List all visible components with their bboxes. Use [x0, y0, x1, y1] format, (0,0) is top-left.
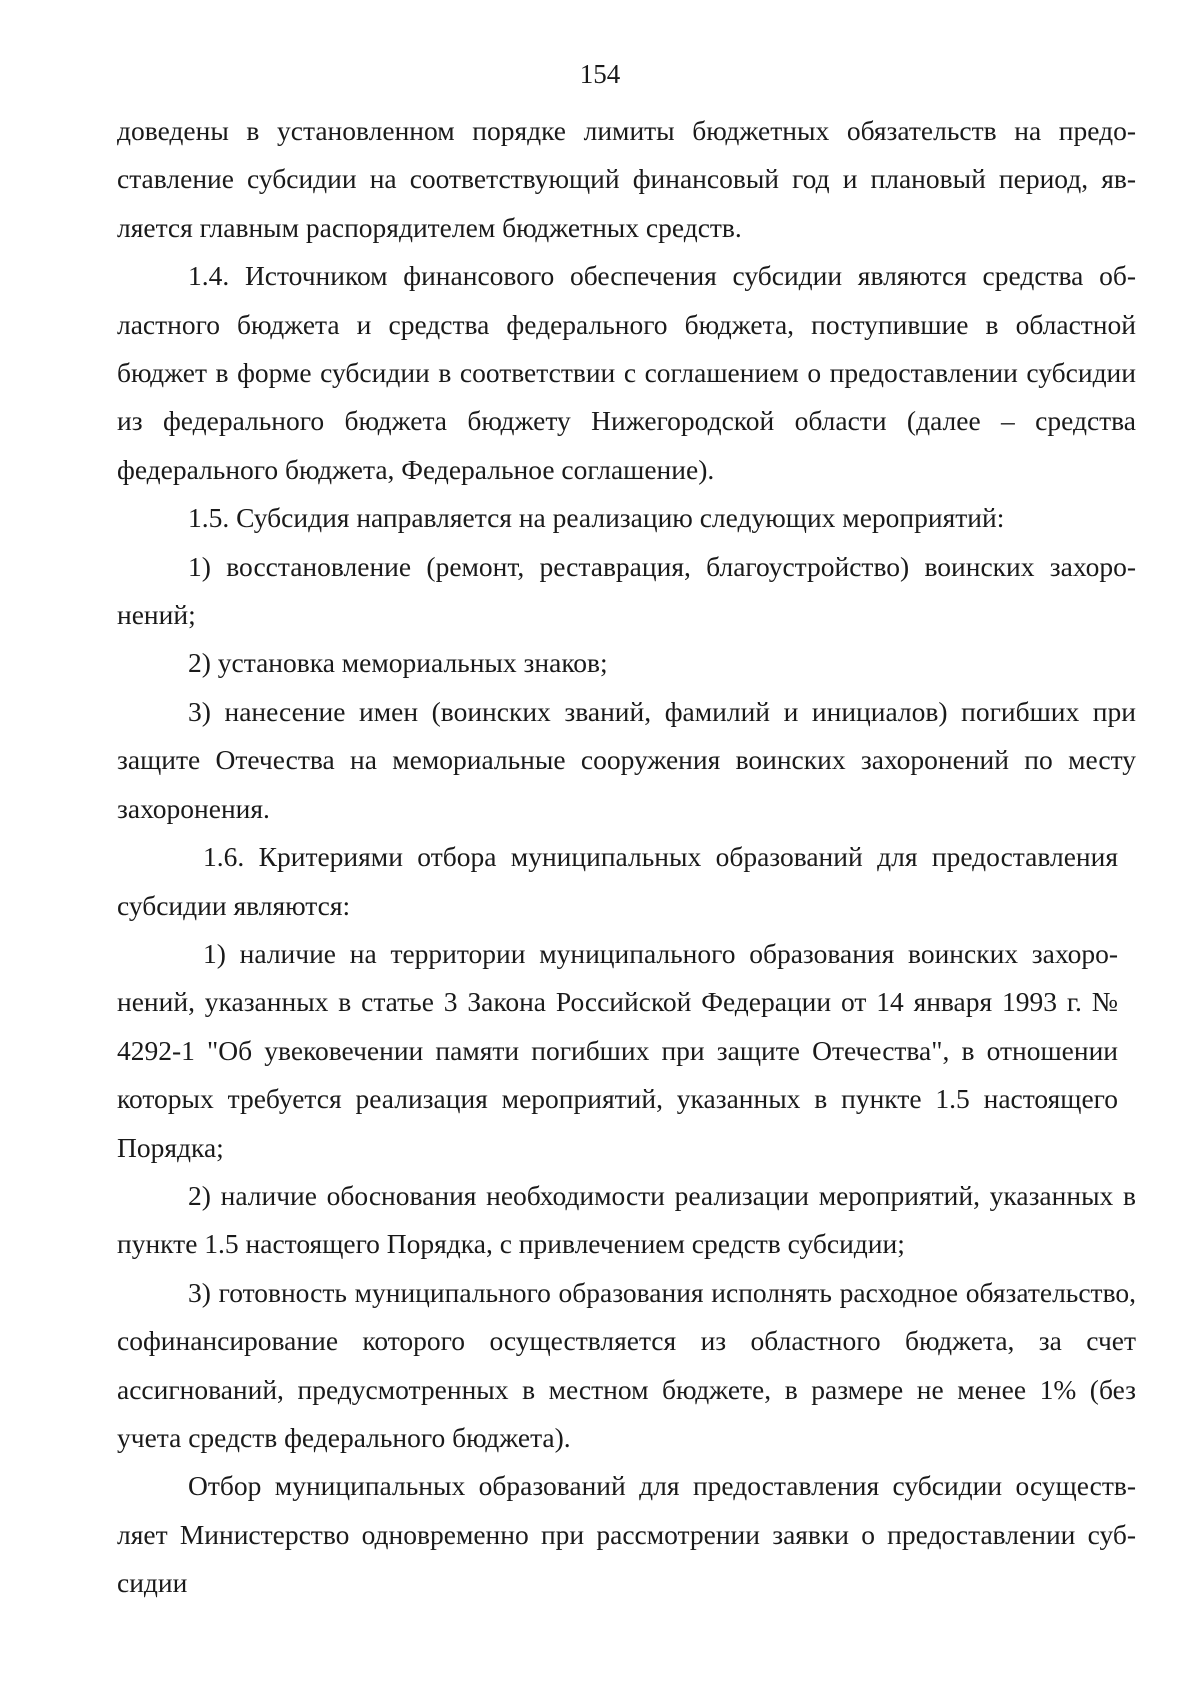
list-item-1-6-2: 2) наличие обоснования необходимости реализации мероприятий, указанных в пункте 1.5 настоящего Порядка, с привлечением средств субсидии; [117, 1179, 1136, 1260]
paragraph-continuation: доведены в установленном порядке лимиты бюджетных обязательств на предоставление субсидии на соответствующий финансовый год и плановый период, является главным распорядителем бюджетных средств. [117, 115, 1136, 243]
page-number: 154 [579, 59, 621, 89]
paragraph-1-5: 1.5. Субсидия направляется на реализацию следующих мероприятий: [188, 502, 1005, 534]
paragraph-selection: Отбор муниципальных образований для предоставления субсидии осуществляет Министерство одновременно при рассмотрении заявки о предоставлении субсидии [117, 1470, 1136, 1599]
paragraph-1-6: 1.6. Критериями отбора муниципальных образований для предоставления субсидии являются: [117, 841, 1118, 921]
paragraph-1-4: 1.4. Источником финансового обеспечения субсидии являются средства областного бюджета и средства федерального бюджета, поступившие в областной бюджет в форме субсидии в соответствии с соглашением о предоставлении субсидии из федерального бюджета бюджету Нижегородской области (далее – средства федерального бюджета, Федеральное соглашение). [117, 260, 1136, 485]
list-item-1-6-3: 3) готовность муниципального образования исполнять расходное обязательство, софинансирование которого осуществляется из областного бюджета, за счет ассигнований, предусмотренных в местном бюджете, в размере не менее 1% (без учета средств федерального бюджета). [117, 1276, 1136, 1453]
list-item-1-5-2: 2) установка мемориальных знаков; [188, 647, 608, 679]
document-body [117, 107, 1136, 1608]
list-item-1-6-1: 1) наличие на территории муниципального образования воинских захоронений, указанных в статье 3 Закона Российской Федерации от 14 января 1993 г. № 4292-1 "Об увековечении памяти погибших при защите Отечества", в отношении которых требуется реализация мероприятий, указанных в пункте 1.5 настоящего Порядка; [117, 937, 1118, 1163]
list-item-1-5-1: 1) восстановление (ремонт, реставрация, благоустройство) воинских захоронений; [117, 550, 1136, 631]
list-item-1-5-3: 3) нанесение имен (воинских званий, фамилий и инициалов) погибших при защите Отечества на мемориальные сооружения воинских захоронений по месту захоронения. [117, 695, 1136, 824]
